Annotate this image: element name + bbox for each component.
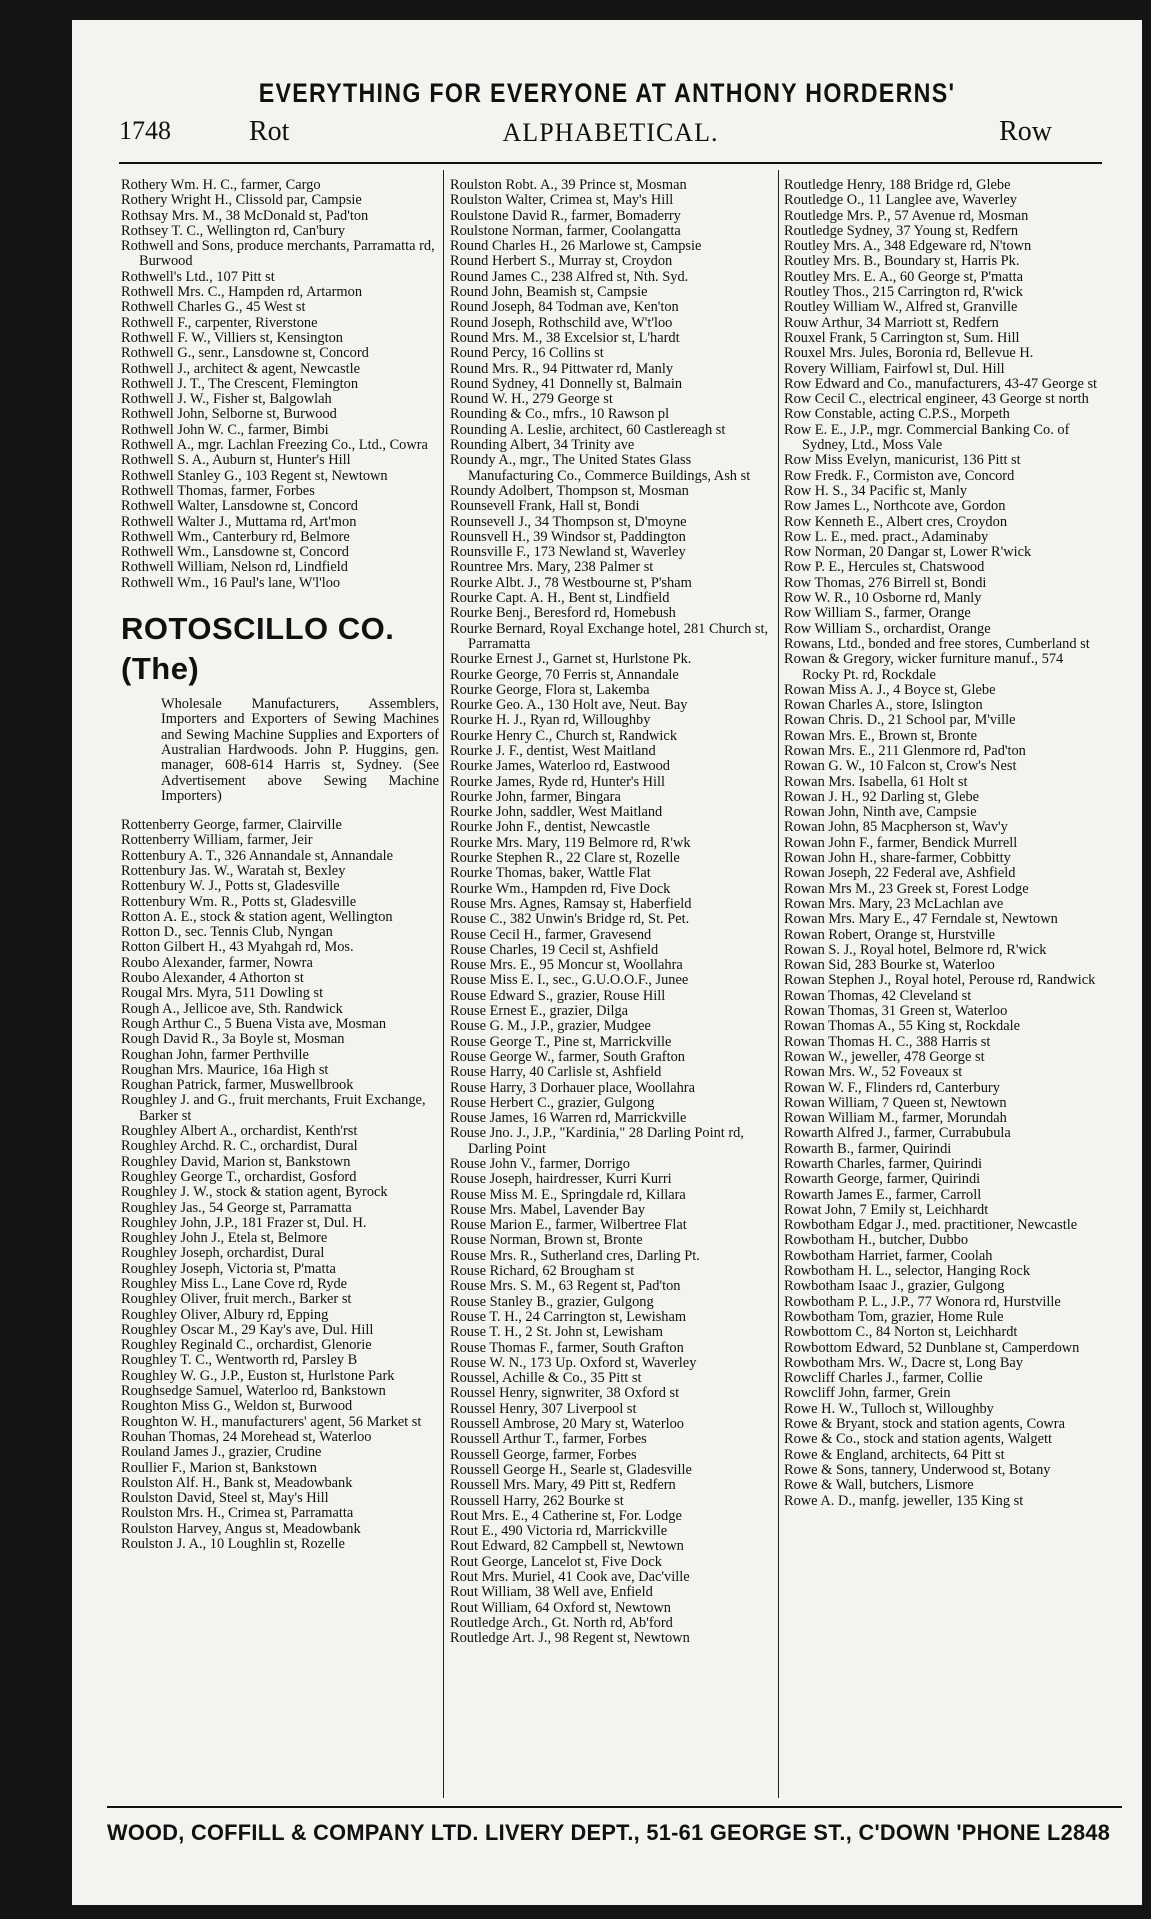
directory-entry: Rout E., 490 Victoria rd, Marrickville — [450, 1523, 668, 1540]
directory-entry: Rourke J. F., dentist, West Maitland — [450, 742, 656, 759]
directory-entry: Rowan Charles A., store, Islington — [784, 697, 983, 714]
entry-list — [121, 178, 439, 591]
directory-entry: Roughley T. C., Wentworth rd, Parsley B — [121, 1352, 358, 1369]
directory-entry: Rottenbury Jas. W., Waratah st, Bexley — [121, 862, 346, 879]
directory-entry: Rouse Mrs. Agnes, Ramsay st, Haberfield — [450, 895, 692, 912]
directory-entry: Roussell Harry, 262 Bourke st — [450, 1492, 624, 1509]
rotoscillo-advertisement — [121, 609, 439, 804]
directory-entry: Round W. H., 279 George st — [450, 391, 613, 408]
directory-entry: Rottenberry George, farmer, Clairville — [121, 817, 342, 834]
directory-entry: Rothwell John, Selborne st, Burwood — [121, 406, 337, 423]
directory-entry: Row P. E., Hercules st, Chatswood — [784, 559, 985, 576]
directory-entry: Routley Mrs. B., Boundary st, Harris Pk. — [784, 253, 1020, 270]
directory-entry: Rouhan Thomas, 24 Morehead st, Waterloo — [121, 1428, 372, 1445]
directory-entry: Rouse Miss M. E., Springdale rd, Killara — [450, 1186, 686, 1203]
directory-entry: Rowan Mrs M., 23 Greek st, Forest Lodge — [784, 880, 1029, 897]
directory-entry: Roulston J. A., 10 Loughlin st, Rozelle — [121, 1536, 345, 1553]
directory-entry: Rouse T. H., 2 St. John st, Lewisham — [450, 1324, 663, 1341]
directory-entry: Rouse Herbert C., grazier, Gulgong — [450, 1094, 655, 1111]
directory-entry: Rotton Gilbert H., 43 Myahgah rd, Mos. — [121, 939, 354, 956]
directory-entry: Rothwell and Sons, produce merchants, Parramatta rd, Burwood — [121, 238, 435, 270]
directory-entry: Roubo Alexander, 4 Athorton st — [121, 970, 304, 987]
directory-entry: Rourke Henry C., Church st, Randwick — [450, 727, 678, 744]
directory-entry: Rouse G. M., J.P., grazier, Mudgee — [450, 1018, 651, 1035]
directory-entry: Rougal Mrs. Myra, 511 Dowling st — [121, 985, 324, 1002]
directory-entry: Roullier F., Marion st, Bankstown — [121, 1459, 317, 1476]
directory-entry: Rouse Edward S., grazier, Rouse Hill — [450, 987, 666, 1004]
directory-entry: Rotton D., sec. Tennis Club, Nyngan — [121, 924, 333, 941]
directory-entry: Rowe & England, architects, 64 Pitt st — [784, 1446, 1005, 1463]
directory-entry: Roughley W. G., J.P., Euston st, Hurlstone Park — [121, 1367, 395, 1384]
directory-entry: Rouse Richard, 62 Brougham st — [450, 1263, 635, 1280]
directory-entry: Rouxel Frank, 5 Carrington st, Sum. Hill — [784, 329, 1020, 346]
directory-entry: Rout William, 38 Well ave, Enfield — [450, 1584, 653, 1601]
directory-entry: Rouxel Mrs. Jules, Boronia rd, Bellevue H. — [784, 345, 1034, 362]
directory-entry: Rowbotham Harriet, farmer, Coolah — [784, 1247, 993, 1264]
directory-entry: Rothwell A., mgr. Lachlan Freezing Co., Ltd., Cowra — [121, 437, 428, 454]
directory-entry: Rouse Norman, Brown st, Bronte — [450, 1232, 643, 1249]
directory-entry: Rothwell J. W., Fisher st, Balgowlah — [121, 391, 332, 408]
directory-entry: Rottenbury Wm. R., Potts st, Gladesville — [121, 893, 357, 910]
directory-entry: Rourke George, 70 Ferris st, Annandale — [450, 666, 679, 683]
directory-entry: Rouse Mrs. E., 95 Moncur st, Woollahra — [450, 957, 683, 974]
directory-entry: Row Constable, acting C.P.S., Morpeth — [784, 406, 1010, 423]
directory-entry: Routley Thos., 215 Carrington rd, R'wick — [784, 284, 1023, 301]
directory-entry: Rourke Bernard, Royal Exchange hotel, 281 Church st, Parramatta — [450, 620, 769, 652]
directory-entry: Rouse Mrs. Mabel, Lavender Bay — [450, 1201, 646, 1218]
directory-entry: Rothwell F. W., Villiers st, Kensington — [121, 329, 343, 346]
directory-entry: Row Miss Evelyn, manicurist, 136 Pitt st — [784, 452, 1021, 469]
directory-entry: Rourke Benj., Beresford rd, Homebush — [450, 605, 676, 622]
directory-entry: Roughan John, farmer Perthville — [121, 1046, 309, 1063]
directory-entry: Rowan Thomas, 31 Green st, Waterloo — [784, 1003, 1008, 1020]
directory-entry: Rothwell Wm., Lansdowne st, Concord — [121, 544, 349, 561]
directory-entry: Rowan John F., farmer, Bendick Murrell — [784, 834, 1018, 851]
directory-entry: Roughley Archd. R. C., orchardist, Dural — [121, 1138, 358, 1155]
directory-entry: Rothwell John W. C., farmer, Bimbi — [121, 421, 329, 438]
first-entry-word: Rot — [249, 116, 290, 147]
directory-entry: Roulstone Norman, farmer, Coolangatta — [450, 222, 681, 239]
section-title: ALPHABETICAL. — [502, 118, 719, 147]
directory-entry: Rowan Mrs. Isabella, 61 Holt st — [784, 773, 968, 790]
directory-entry: Roughley Joseph, orchardist, Dural — [121, 1245, 325, 1262]
directory-entry: Rothery Wright H., Clissold par, Campsie — [121, 192, 362, 209]
directory-entry: Rounding & Co., mfrs., 10 Rawson pl — [450, 406, 670, 423]
directory-entry: Rouse Harry, 3 Dorhauer place, Woollahra — [450, 1079, 695, 1096]
directory-entry: Rourke Mrs. Mary, 119 Belmore rd, R'wk — [450, 834, 691, 851]
directory-entry: Rothwell Charles G., 45 West st — [121, 299, 306, 316]
directory-entry: Rouse Mrs. R., Sutherland cres, Darling Pt. — [450, 1247, 700, 1264]
directory-entry: Rowe & Co., stock and station agents, Walgett — [784, 1431, 1052, 1448]
directory-entry: Rowan Mrs. E., Brown st, Bronte — [784, 727, 978, 744]
directory-entry: Round Sydney, 41 Donnelly st, Balmain — [450, 375, 683, 392]
directory-entry: Rothwell Thomas, farmer, Forbes — [121, 482, 315, 499]
directory-entry: Rowan Thomas A., 55 King st, Rockdale — [784, 1018, 1020, 1035]
directory-entry: Rouse Stanley B., grazier, Gulgong — [450, 1293, 654, 1310]
directory-entry: Rouse Harry, 40 Carlisle st, Ashfield — [450, 1064, 662, 1081]
directory-entry: Rowarth B., farmer, Quirindi — [784, 1140, 952, 1157]
directory-entry: Rouse James, 16 Warren rd, Marrickville — [450, 1110, 687, 1127]
directory-entry: Rouse T. H., 24 Carrington st, Lewisham — [450, 1308, 687, 1325]
directory-entry: Rouse George W., farmer, South Grafton — [450, 1048, 685, 1065]
directory-entry: Rowan Miss A. J., 4 Boyce st, Glebe — [784, 681, 996, 698]
directory-entry: Rothwell Walter, Lansdowne st, Concord — [121, 498, 359, 515]
directory-entry: Rouse George T., Pine st, Marrickville — [450, 1033, 672, 1050]
directory-entry: Routledge Mrs. P., 57 Avenue rd, Mosman — [784, 207, 1029, 224]
directory-entry: Rourke George, Flora st, Lakemba — [450, 681, 650, 698]
directory-entry: Roundy A., mgr., The United States Glass Manufacturing Co., Commerce Buildings, Ash st — [450, 452, 751, 484]
directory-entry: Rowan Robert, Orange st, Hurstville — [784, 926, 996, 943]
directory-entry: Routledge O., 11 Langlee ave, Waverley — [784, 192, 1018, 209]
directory-entry: Rowans, Ltd., bonded and free stores, Cumberland st — [784, 635, 1090, 652]
directory-entry: Rothwell J. T., The Crescent, Flemington — [121, 375, 359, 392]
directory-entry: Roughton W. H., manufacturers' agent, 56 Market st — [121, 1413, 422, 1430]
directory-entry: Rouse W. N., 173 Up. Oxford st, Waverley — [450, 1354, 697, 1371]
directory-entry: Roughley J. and G., fruit merchants, Fruit Exchange, Barker st — [121, 1092, 426, 1124]
directory-entry: Rourke Stephen R., 22 Clare st, Rozelle — [450, 850, 680, 867]
directory-entry: Roughley John J., Etela st, Belmore — [121, 1230, 328, 1247]
directory-entry: Roulston David, Steel st, May's Hill — [121, 1490, 329, 1507]
directory-entry: Roussell George H., Searle st, Gladesville — [450, 1461, 692, 1478]
directory-entry: Rowbotham Isaac J., grazier, Gulgong — [784, 1278, 1005, 1295]
directory-entry: Rouse Miss E. I., sec., G.U.O.O.F., Junee — [450, 972, 689, 989]
directory-entry: Roussell Mrs. Mary, 49 Pitt st, Redfern — [450, 1477, 676, 1494]
directory-entry: Rowan & Gregory, wicker furniture manuf., 574 Rocky Pt. rd, Rockdale — [784, 651, 1064, 683]
directory-entry: Rowan W., jeweller, 478 George st — [784, 1048, 985, 1065]
directory-entry: Rouse John V., farmer, Dorrigo — [450, 1156, 630, 1172]
directory-entry: Rouse Jno. J., J.P., "Kardinia," 28 Darling Point rd, Darling Point — [450, 1125, 744, 1157]
directory-entry: Rouse Cecil H., farmer, Gravesend — [450, 926, 652, 943]
directory-entry: Rout Mrs. E., 4 Catherine st, For. Lodge — [450, 1507, 682, 1524]
directory-entry: Round Charles H., 26 Marlowe st, Campsie — [450, 238, 702, 255]
directory-entry: Rourke John F., dentist, Newcastle — [450, 819, 650, 836]
directory-entry: Roussell Ambrose, 20 Mary st, Waterloo — [450, 1416, 685, 1433]
last-entry-word: Row — [999, 116, 1052, 147]
directory-entry: Rourke John, saddler, West Maitland — [450, 804, 663, 821]
directory-entry: Rowan William M., farmer, Morundah — [784, 1110, 1007, 1127]
directory-entry: Rouse Joseph, hairdresser, Kurri Kurri — [450, 1171, 672, 1188]
directory-entry: Roulston Harvey, Angus st, Meadowbank — [121, 1520, 361, 1537]
directory-entry: Rowbotham P. L., J.P., 77 Wonora rd, Hurstville — [784, 1293, 1061, 1310]
directory-entry: Rounding Albert, 34 Trinity ave — [450, 437, 635, 454]
directory-entry: Row Fredk. F., Cormiston ave, Concord — [784, 467, 1015, 484]
directory-entry: Roughton Miss G., Weldon st, Burwood — [121, 1398, 353, 1415]
directory-entry: Rothwell S. A., Auburn st, Hunter's Hill — [121, 452, 351, 469]
directory-page — [72, 20, 1142, 1905]
directory-entry: Routledge Arch., Gt. North rd, Ab'ford — [450, 1614, 673, 1631]
directory-entry: Rowbotham H., butcher, Dubbo — [784, 1232, 969, 1249]
directory-entry: Rottenbury A. T., 326 Annandale st, Annandale — [121, 847, 394, 864]
directory-entry: Rowcliff John, farmer, Grein — [784, 1385, 951, 1402]
entry-list — [121, 818, 439, 1552]
directory-entry: Rowbottom C., 84 Norton st, Leichhardt — [784, 1324, 1018, 1341]
directory-entry: Rowe A. D., manfg. jeweller, 135 King st — [784, 1492, 1024, 1509]
directory-entry: Rowcliff Charles J., farmer, Collie — [784, 1370, 983, 1387]
directory-entry: Rowan Joseph, 22 Federal ave, Ashfield — [784, 865, 1016, 882]
directory-entry: Rothwell Wm., 16 Paul's lane, W'l'loo — [121, 574, 341, 591]
directory-entry: Roussel Henry, signwriter, 38 Oxford st — [450, 1385, 680, 1402]
directory-entry: Rouland James J., grazier, Crudine — [121, 1444, 322, 1461]
directory-entry: Round Mrs. M., 38 Excelsior st, L'hardt — [450, 329, 680, 346]
directory-entry: Rouse Marion E., farmer, Wilbertree Flat — [450, 1217, 687, 1234]
directory-entry: Rourke H. J., Ryan rd, Willoughby — [450, 712, 651, 729]
directory-entry: Rourke John, farmer, Bingara — [450, 788, 621, 805]
directory-entry: Roulston Mrs. H., Crimea st, Parramatta — [121, 1505, 354, 1522]
directory-entry: Rottenbury W. J., Potts st, Gladesville — [121, 878, 340, 895]
directory-entry: Rowbotham Tom, grazier, Home Rule — [784, 1308, 1004, 1325]
directory-entry: Rourke Albt. J., 78 Westbourne st, P'sham — [450, 574, 692, 591]
top-advertisement-banner: EVERYTHING FOR EVERYONE AT ANTHONY HORDERNS' — [258, 78, 956, 108]
advertisement-title: ROTOSCILLO CO. (The) — [121, 611, 395, 687]
directory-entry: Roughan Patrick, farmer, Muswellbrook — [121, 1077, 354, 1094]
directory-entry: Row L. E., med. pract., Adaminaby — [784, 528, 989, 545]
directory-entry: Row Norman, 20 Dangar st, Lower R'wick — [784, 544, 1032, 561]
column-divider — [778, 170, 779, 1798]
directory-entry: Roughley George T., orchardist, Gosford — [121, 1168, 357, 1185]
directory-entry: Rouse Mrs. S. M., 63 Regent st, Pad'ton — [450, 1278, 681, 1295]
directory-entry: Roussell George, farmer, Forbes — [450, 1446, 637, 1463]
footer-advertisement: WOOD, COFFILL & COMPANY LTD. LIVERY DEPT., 51-61 GEORGE ST., C'DOWN 'PHONE L2848 — [107, 1806, 1122, 1846]
directory-entry: Roughley Albert A., orchardist, Kenth'rst — [121, 1123, 358, 1140]
directory-entry: Rowan John, 85 Macpherson st, Wav'y — [784, 819, 1008, 836]
directory-entry: Rourke Capt. A. H., Bent st, Lindfield — [450, 590, 670, 607]
directory-entry: Rowan Mrs. W., 52 Foveaux st — [784, 1064, 963, 1081]
directory-entry: Rout William, 64 Oxford st, Newtown — [450, 1599, 671, 1616]
directory-entry: Rowarth James E., farmer, Carroll — [784, 1186, 982, 1203]
directory-entry: Rowan G. W., 10 Falcon st, Crow's Nest — [784, 758, 1017, 775]
directory-entry: Rounsville F., 173 Newland st, Waverley — [450, 544, 686, 561]
column-divider — [443, 170, 444, 1798]
directory-entry: Row James L., Northcote ave, Gordon — [784, 498, 1006, 515]
directory-entry: Rowan W. F., Flinders rd, Canterbury — [784, 1079, 1000, 1096]
advertisement-body: Wholesale Manufacturers, Assemblers, Importers and Exporters of Sewing Machines and Sewing Machine Supplies and Exporters of Australian Hardwoods. John P. Huggins, gen. manager, 608-614 Harris st, Sydney. (See Advertisement above Sewing Machine Importers) — [161, 696, 439, 804]
directory-entry: Roubo Alexander, farmer, Nowra — [121, 954, 313, 971]
directory-entry: Rothwell Mrs. C., Hampden rd, Artarmon — [121, 284, 363, 301]
directory-entry: Roughan Mrs. Maurice, 16a High st — [121, 1061, 329, 1078]
directory-entry: Row W. R., 10 Osborne rd, Manly — [784, 590, 982, 607]
directory-entry: Rothsay Mrs. M., 38 McDonald st, Pad'ton — [121, 207, 369, 224]
directory-entry: Rouse C., 382 Unwin's Bridge rd, St. Pet. — [450, 911, 690, 928]
directory-entry: Rothery Wm. H. C., farmer, Cargo — [121, 178, 321, 193]
directory-entry: Roughley Oliver, fruit merch., Barker st — [121, 1291, 352, 1308]
directory-entry: Roussell Arthur T., farmer, Forbes — [450, 1431, 647, 1448]
directory-entry: Rothwell F., carpenter, Riverstone — [121, 314, 318, 331]
directory-entry: Row E. E., J.P., mgr. Commercial Banking Co. of Sydney, Ltd., Moss Vale — [784, 421, 1070, 454]
directory-entry: Rowbotham H. L., selector, Hanging Rock — [784, 1263, 1031, 1280]
directory-entry: Rourke Ernest J., Garnet st, Hurlstone Pk. — [450, 651, 692, 668]
directory-entry: Roundy Adolbert, Thompson st, Mosman — [450, 482, 689, 499]
directory-entry: Rowan Sid, 283 Bourke st, Waterloo — [784, 957, 995, 974]
directory-entry: Routley Mrs. E. A., 60 George st, P'matta — [784, 268, 1023, 285]
entry-list — [450, 178, 773, 1647]
directory-entry: Roughley Oliver, Albury rd, Epping — [121, 1306, 329, 1323]
directory-entry: Rounding A. Leslie, architect, 60 Castlereagh st — [450, 421, 726, 438]
directory-entry: Roughley Jas., 54 George st, Parramatta — [121, 1199, 352, 1216]
directory-column-1 — [121, 178, 439, 1790]
directory-entry: Row Cecil C., electrical engineer, 43 George st north — [784, 391, 1089, 408]
directory-entry: Rothwell Wm., Canterbury rd, Belmore — [121, 528, 350, 545]
directory-entry: Rowan S. J., Royal hotel, Belmore rd, R'wick — [784, 941, 1047, 958]
directory-column-3 — [784, 178, 1104, 1790]
directory-entry: Rowan Chris. D., 21 School par, M'ville — [784, 712, 1016, 729]
directory-entry: Rotton A. E., stock & station agent, Wellington — [121, 908, 393, 925]
directory-entry: Round James C., 238 Alfred st, Nth. Syd. — [450, 268, 689, 285]
directory-entry: Roughley J. W., stock & station agent, Byrock — [121, 1184, 388, 1201]
directory-entry: Rothwell's Ltd., 107 Pitt st — [121, 268, 275, 285]
directory-entry: Round John, Beamish st, Campsie — [450, 284, 648, 301]
directory-entry: Roughley David, Marion st, Bankstown — [121, 1153, 351, 1170]
directory-entry: Rourke Wm., Hampden rd, Five Dock — [450, 880, 671, 897]
directory-entry: Rowe & Wall, butchers, Lismore — [784, 1477, 974, 1494]
directory-entry: Rowan Mrs. E., 211 Glenmore rd, Pad'ton — [784, 742, 1026, 759]
directory-entry: Row Thomas, 276 Birrell st, Bondi — [784, 574, 987, 591]
directory-entry: Rowan Mrs. Mary, 23 McLachlan ave — [784, 895, 1004, 912]
directory-entry: Rout George, Lancelot st, Five Dock — [450, 1553, 662, 1570]
directory-entry: Routley Mrs. A., 348 Edgeware rd, N'town — [784, 238, 1032, 255]
directory-entry: Roulston Walter, Crimea st, May's Hill — [450, 192, 674, 209]
directory-column-2 — [450, 178, 773, 1790]
directory-entry: Rowbotham Mrs. W., Dacre st, Long Bay — [784, 1354, 1024, 1371]
directory-entry: Roussel Henry, 307 Liverpool st — [450, 1400, 637, 1417]
directory-entry: Rounsevell J., 34 Thompson st, D'moyne — [450, 513, 687, 530]
directory-entry: Rottenberry William, farmer, Jeir — [121, 832, 313, 849]
directory-entry: Routledge Henry, 188 Bridge rd, Glebe — [784, 178, 1011, 193]
directory-entry: Row Edward and Co., manufacturers, 43-47 George st — [784, 375, 1098, 392]
directory-entry: Rourke James, Ryde rd, Hunter's Hill — [450, 773, 666, 790]
directory-entry: Rothwell Stanley G., 103 Regent st, Newtown — [121, 467, 388, 484]
directory-entry: Row William S., farmer, Orange — [784, 605, 971, 622]
page-header — [119, 116, 1102, 164]
directory-entry: Rout Mrs. Muriel, 41 Cook ave, Dac'ville — [450, 1569, 690, 1586]
directory-entry: Routley William W., Alfred st, Granville — [784, 299, 1018, 316]
directory-entry: Routledge Art. J., 98 Regent st, Newtown — [450, 1630, 690, 1647]
directory-entry: Rowan Thomas, 42 Cleveland st — [784, 987, 972, 1004]
directory-entry: Rowan J. H., 92 Darling st, Glebe — [784, 788, 980, 805]
directory-entry: Rothwell G., senr., Lansdowne st, Concord — [121, 345, 369, 362]
directory-entry: Rowe & Bryant, stock and station agents, Cowra — [784, 1416, 1065, 1433]
directory-entry: Routledge Sydney, 37 Young st, Redfern — [784, 222, 1019, 239]
directory-entry: Rowbottom Edward, 52 Dunblane st, Camperdown — [784, 1339, 1080, 1356]
directory-entry: Round Joseph, Rothschild ave, W't'loo — [450, 314, 673, 331]
directory-entry: Row William S., orchardist, Orange — [784, 620, 991, 637]
directory-entry: Rowan Thomas H. C., 388 Harris st — [784, 1033, 991, 1050]
directory-entry: Roulstone David R., farmer, Bomaderry — [450, 207, 681, 224]
directory-entry: Rowarth Charles, farmer, Quirindi — [784, 1156, 983, 1172]
directory-entry: Roughley Joseph, Victoria st, P'matta — [121, 1260, 336, 1277]
directory-entry: Rough David R., 3a Boyle st, Mosman — [121, 1031, 345, 1048]
directory-entry: Rovery William, Fairfowl st, Dul. Hill — [784, 360, 1005, 377]
directory-entry: Rothsey T. C., Wellington rd, Can'bury — [121, 222, 346, 239]
directory-entry: Roughley Reginald C., orchardist, Glenorie — [121, 1337, 372, 1354]
directory-entry: Rowan John H., share-farmer, Cobbitty — [784, 850, 1011, 867]
directory-entry: Roussel, Achille & Co., 35 Pitt st — [450, 1370, 642, 1387]
directory-entry: Roulston Robt. A., 39 Prince st, Mosman — [450, 178, 687, 193]
directory-entry: Roulston Alf. H., Bank st, Meadowbank — [121, 1474, 353, 1491]
directory-entry: Roughley Miss L., Lane Cove rd, Ryde — [121, 1276, 348, 1292]
directory-entry: Rough A., Jellicoe ave, Sth. Randwick — [121, 1000, 343, 1017]
directory-entry: Rowan Stephen J., Royal hotel, Perouse rd, Randwick — [784, 972, 1096, 989]
directory-entry: Round Joseph, 84 Todman ave, Ken'ton — [450, 299, 679, 316]
directory-entry: Rourke Geo. A., 130 Holt ave, Neut. Bay — [450, 697, 688, 714]
directory-entry: Rouw Arthur, 34 Marriott st, Redfern — [784, 314, 999, 331]
directory-entry: Rout Edward, 82 Campbell st, Newtown — [450, 1538, 684, 1555]
directory-entry: Rountree Mrs. Mary, 238 Palmer st — [450, 559, 654, 576]
directory-entry: Rowarth Alfred J., farmer, Currabubula — [784, 1125, 1011, 1142]
directory-entry: Rounsevell Frank, Hall st, Bondi — [450, 498, 640, 515]
directory-entry: Rowe H. W., Tulloch st, Willoughby — [784, 1400, 994, 1417]
directory-entry: Rothwell William, Nelson rd, Lindfield — [121, 559, 348, 576]
directory-entry: Rothwell J., architect & agent, Newcastle — [121, 360, 360, 377]
directory-entry: Rourke James, Waterloo rd, Eastwood — [450, 758, 670, 775]
page-number: 1748 — [119, 116, 171, 145]
directory-entry: Rouse Ernest E., grazier, Dilga — [450, 1003, 629, 1020]
directory-entry: Rothwell Walter J., Muttama rd, Art'mon — [121, 513, 357, 530]
directory-entry: Rourke Thomas, baker, Wattle Flat — [450, 865, 651, 882]
directory-entry: Rowe & Sons, tannery, Underwood st, Botany — [784, 1461, 1051, 1478]
directory-entry: Rowarth George, farmer, Quirindi — [784, 1171, 981, 1188]
directory-entry: Rowan Mrs. Mary E., 47 Ferndale st, Newtown — [784, 911, 1058, 928]
directory-entry: Row H. S., 34 Pacific st, Manly — [784, 482, 968, 499]
directory-entry: Rowan John, Ninth ave, Campsie — [784, 804, 977, 821]
directory-entry: Roughley John, J.P., 181 Frazer st, Dul. H. — [121, 1214, 367, 1231]
directory-entry: Row Kenneth E., Albert cres, Croydon — [784, 513, 1008, 530]
directory-entry: Rounsvell H., 39 Windsor st, Paddington — [450, 528, 686, 545]
directory-entry: Rowbotham Edgar J., med. practitioner, Newcastle — [784, 1217, 1078, 1234]
directory-entry: Round Herbert S., Murray st, Croydon — [450, 253, 673, 270]
directory-entry: Round Mrs. R., 94 Pittwater rd, Manly — [450, 360, 674, 377]
directory-entry: Roughsedge Samuel, Waterloo rd, Bankstown — [121, 1383, 386, 1400]
directory-entry: Rouse Thomas F., farmer, South Grafton — [450, 1339, 684, 1356]
directory-entry: Round Percy, 16 Collins st — [450, 345, 604, 362]
directory-entry: Rough Arthur C., 5 Buena Vista ave, Mosman — [121, 1015, 387, 1032]
directory-entry: Roughley Oscar M., 29 Kay's ave, Dul. Hill — [121, 1321, 374, 1338]
directory-entry: Rouse Charles, 19 Cecil st, Ashfield — [450, 941, 659, 958]
directory-entry: Rowan William, 7 Queen st, Newtown — [784, 1094, 1007, 1111]
entry-list — [784, 178, 1104, 1509]
directory-entry: Rowat John, 7 Emily st, Leichhardt — [784, 1201, 989, 1218]
